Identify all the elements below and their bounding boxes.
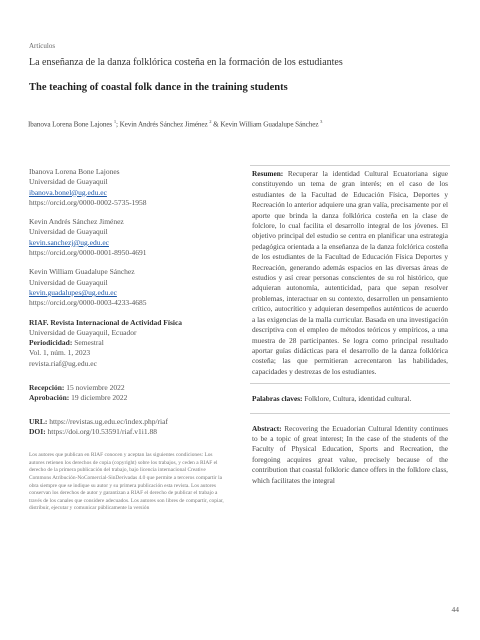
approved-date xyxy=(29,393,234,403)
journal-name: RIAF. Revista Internacional de Actividad Física xyxy=(29,317,183,327)
author-name-1: Ibanova Lorena Bone Lajones xyxy=(28,120,113,129)
abstract-spanish xyxy=(250,165,450,384)
received-date xyxy=(29,383,234,393)
abstract-english-text: Recovering the Ecuadorian Cultural Identity continues to be a topic of great interest; In the case of the students of the Faculty of Physical Education, Sports and Recreation, the foregoing acquires great value, precisely because of the contribution that coastal folkloric dance offers in the folklore class, which facilitates the integral xyxy=(252,423,449,485)
abstract-column xyxy=(250,165,450,486)
abstract-english xyxy=(250,414,450,486)
author-email-link[interactable]: kevin.guadalupes@ug.edu.ec xyxy=(29,287,117,297)
author-name: Kevin Andrés Sánchez Jiménez xyxy=(29,217,124,227)
author-info-3 xyxy=(29,267,234,308)
received-value: 15 noviembre 2022 xyxy=(66,383,125,393)
keywords-text: Folklore, Cultura, identidad cultural. xyxy=(304,394,412,404)
periodicity-value: Semestral xyxy=(74,338,104,348)
metadata-column xyxy=(29,167,234,513)
article-links xyxy=(29,417,234,438)
article-title-english: The teaching of coastal folk dance in the training students xyxy=(29,82,288,93)
journal-info xyxy=(29,318,234,369)
doi-label: DOI: xyxy=(29,426,46,436)
author-line xyxy=(28,119,468,128)
author-email-link[interactable]: ibanova.bonel@ug.edu.ec xyxy=(29,187,107,197)
author-info-2 xyxy=(29,217,234,258)
article-dates xyxy=(29,383,234,404)
url-line xyxy=(29,417,234,427)
keywords-label: Palabras claves: xyxy=(252,394,303,404)
approved-value: 19 diciembre 2022 xyxy=(71,393,128,403)
author-name: Ibanova Lorena Bone Lajones xyxy=(29,167,120,176)
journal-email[interactable]: revista.riaf@ug.edu.ec xyxy=(29,358,97,368)
license-notice: Los autores que publican en RIAF conocen y aceptan las siguientes condiciones: Los autores retienen los derechos de copia (copyright) sobre los trabajos, y ceden a RIAF el derecho de la primera publicación del trabajo, bajo licencia internacional Creative Commons Atribución-NoComercial-SinDerivadas 4.0 que permite a terceros compartir la obra siempre que se indique su autor y su primera publicación esta revista. Los autores conservan los derechos de autor y garantizan a RIAF el derecho de publicar el trabajo a través de los canales que considere adecuados. Los autores son libres de compartir, copiar, distribuir, ejecutar y comunicar públicamente la versión xyxy=(29,452,224,512)
article-title-spanish: La enseñanza de la danza folklórica costeña en la formación de los estudiantes xyxy=(29,57,343,68)
author-email-link[interactable]: kevin.sanchezj@ug.edu.ec xyxy=(29,237,109,247)
received-label: Recepción: xyxy=(29,383,65,393)
author-affiliation: Universidad de Guayaquil xyxy=(29,277,108,287)
abstract-spanish-label: Resumen: xyxy=(252,169,284,178)
abstract-english-label: Abstract: xyxy=(252,423,282,433)
url-label: URL: xyxy=(29,416,48,426)
page-number: 44 xyxy=(451,605,459,614)
author-superscript-3: 3 xyxy=(320,119,323,124)
journal-publisher: Universidad de Guayaquil, Ecuador xyxy=(29,327,137,337)
author-affiliation: Universidad de Guayaquil xyxy=(29,177,108,187)
author-orcid-link[interactable]: https://orcid.org/0000-0002-5735-1958 xyxy=(29,197,147,207)
keywords-spanish xyxy=(250,384,450,413)
approved-label: Aprobación: xyxy=(29,393,70,403)
author-name: Kevin William Guadalupe Sánchez xyxy=(29,267,135,277)
author-name-2: ; Kevin Andrés Sánchez Jiménez xyxy=(115,120,208,129)
journal-periodicity xyxy=(29,338,234,348)
author-superscript-2: 2 xyxy=(209,119,212,124)
journal-volume: Vol. 1, núm. 1, 2023 xyxy=(29,348,91,358)
author-affiliation: Universidad de Guayaquil xyxy=(29,227,108,237)
journal-url-link[interactable]: https://revistas.ug.edu.ec/index.php/riaf xyxy=(49,416,168,426)
doi-link[interactable]: https://doi.org/10.53591/riaf.v1i1.88 xyxy=(47,426,157,436)
author-orcid-link[interactable]: https://orcid.org/0000-0003-4233-4685 xyxy=(29,298,147,308)
author-superscript-1: 1 xyxy=(113,119,116,124)
periodicity-label: Periodicidad: xyxy=(29,338,73,348)
author-name-3: & Kevin William Guadalupe Sánchez xyxy=(211,120,319,129)
section-label: Artículos xyxy=(29,42,56,50)
abstract-spanish-text: Recuperar la identidad Cultural Ecuatoriana sigue constituyendo un tema de gran interés; en el caso de los estudiantes de la Facultad de Educación Física, Deportes y Recreación lo anterior adquiere una gran valía, precisamente por el aporte que brinda la danza folklórica costeña en la clase de folclore, lo cual facilita el desarrollo integral de los jóvenes. El objetivo principal del estudio se centra en planificar una estrategia pedagógica orientada a la enseñanza de la danza folclórica costeña de los estudiantes de la Facultad de Educación Física Deportes y Recreación, generando además espacios en las diversas áreas de estudios y así crear personas conscientes de su rol histórico, que adquieran autonomía, autenticidad, para que sepan resolver problemas, interactuar en su contexto, desarrollen un pensamiento crítico, autocrítico y adquieran desempeños auténticos de acuerdo a las exigencias de la malla curricular. Basada en una investigación descriptiva con el empleo de métodos teóricos y empíricos, a una muestra de 28 participantes. Se logra como principal resultado aportar guías didácticas para el desarrollo de la danza folklórica costeña; las que permitieran acrecentaron las habilidades, capacidades y destrezas de los estudiantes. xyxy=(252,169,448,376)
doi-line xyxy=(29,427,234,437)
author-info-1 xyxy=(29,167,234,208)
author-orcid-link[interactable]: https://orcid.org/0000-0001-8950-4691 xyxy=(29,248,147,258)
